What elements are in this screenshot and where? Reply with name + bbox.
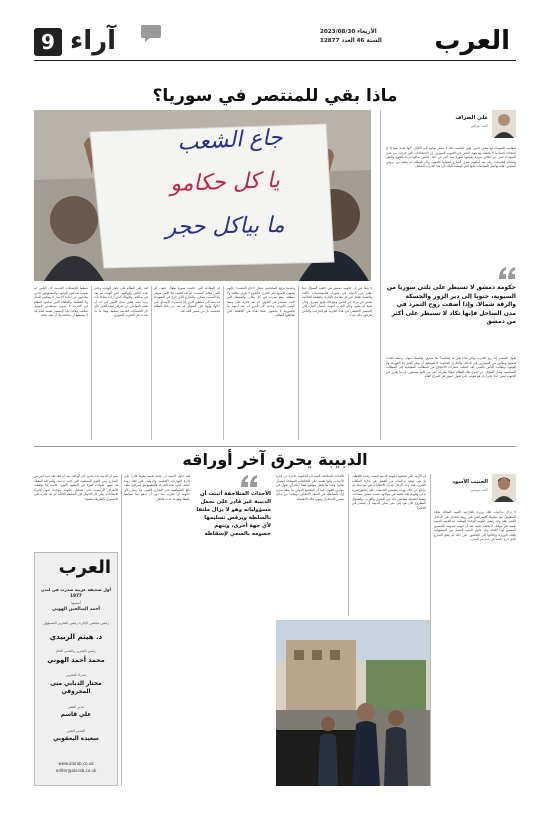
article2-col-b: إن الأزمة التي تعيشها حكومة الدبيبة ليست وليدة اللحظة، بل هي نتيجة تراكمات من الفشل في إدارة الملفات الكبرى. فقد وعد الرجل بإجراء الانتخابات في موعدها، ثم تراجع عن ذلك. ووعد بتحسين الخدمات، فلم يتحقق شيء يذكر. واليوم يجد نفسه في مواجهة غضب شعبي متصاعد، وسط انقسام سياسي حاد بين الشرق والغرب. والسؤال المطروح الآن هو: إلى متى يمكن للدبيبة أن يستمر في الحكم؟ bbox=[352, 474, 426, 510]
article1-col-d: وعندما يرفع المحتجون شعار «جاع الشعب» فإنهم يضعون الإصبع على الجرح. فالجوع لا يعرف طائفة ولا منطقة، وهو يضرب في كل مكان. والسلطة التي كانت تستثمر في الخوف لم تعد قادرة على ضبط الناس بالتهديد وحده، لأن الذين لم يعد لديهم ما يخسرونه لا يخشون شيئا. هذه هي الحقيقة التي يتجاهلها النظام. bbox=[227, 286, 295, 317]
issue-date: الأربعاء 2023/08/30 bbox=[320, 29, 377, 35]
article2-author-role: كاتب تونسي bbox=[470, 488, 488, 492]
article2-author bbox=[426, 474, 516, 508]
staff-row-label: رئيس التحرير والمدير العام bbox=[55, 649, 97, 653]
article1-col-b: يقول المنتصر إنه ربح الحرب، ولكن ماذا بقي له ليحكمه؟ بلد ممزق، واقتصاد منهار، وعملة فقدت قيمتها، وملايين من المهجرين في الداخل والخارج. الحكومة لا تستطيع أن توفر الخبز ولا الكهرباء ولا الوقود، وتطالب الناس بالصبر. لقد انتقلت شعارات الاحتجاج من المطالب المعيشية إلى المطالب السياسية، وصار السؤال عن جدوى بقاء النظام سؤالا يطرحه حتى من كانوا يصمتون. إن ما يجري في الجنوب ليس حدثا عابرا، بل هو مؤشر على تحول عميق في المزاج العام. bbox=[386, 356, 516, 378]
quote-icon bbox=[498, 266, 516, 280]
staff-website[interactable]: www.alarab.co.uk bbox=[58, 761, 94, 766]
staff-box bbox=[34, 552, 118, 786]
article1-col-e: إن المعادلة التي حكمت سوريا طوال عقود، أي الأمن مقابل الصمت، لم تعد قائمة. فلا الأمن متوفر ولا الصمت ممكن. والشارع الذي خرج في السويداء قد يمتد إلى مناطق أخرى إذا استمرت الأوضاع على حالها. ولهذا فإن السؤال لم يعد عن بقاء النظام فحسب، بل عن مصير البلد كله. bbox=[154, 286, 220, 313]
staff-box-tagline: أول صحيفة عربية صدرت في لندن 1977 bbox=[41, 587, 111, 598]
officials-photo bbox=[276, 620, 430, 786]
rule bbox=[380, 110, 381, 440]
masthead-rule bbox=[34, 60, 516, 61]
rule bbox=[121, 474, 122, 786]
rule bbox=[151, 286, 152, 440]
masthead-logo: العرب bbox=[434, 26, 510, 56]
staff-row-value: علي قاسم bbox=[60, 712, 92, 718]
rule bbox=[223, 286, 224, 440]
article1-author bbox=[436, 110, 516, 144]
staff-row-label: رئيس مجلس الإدارة رئيس التحرير المسؤول bbox=[43, 621, 109, 625]
staff-row-value: سعيدة اليعقوبي bbox=[53, 736, 99, 742]
article2-author-avatar bbox=[492, 474, 516, 502]
article2-author-name: الحبيب الأسود bbox=[452, 479, 488, 485]
article2-pull-quote: الأحداث المتلاحقة أثبتت أن الدبيبة غير قادر على تحمل مسؤولياته وهو لا يزال ملتفا بالسلطة ويرفض تسليمها لأي جهة أخرى، ويتهم خصومه بالسعي لإسقاطه bbox=[196, 491, 271, 537]
staff-row-value: محمد أحمد الهوني bbox=[47, 656, 105, 664]
staff-email[interactable]: editor@alarab.co.uk bbox=[55, 768, 97, 773]
article1-col-g: تسقط الحسابات القديمة لأن الناس لم يعودوا يصدقون الوعود. والمسؤولون الذين يتحدثون عن إعادة الإعمار لا يملكون المال ولا الخطط. والحلفاء الذين ساندوا النظام في الحرب لا يبدون مستعدين لتمويل سلامه. وهكذا يجد المنتصر نفسه أمام بلد لا يستطيع أن يحكمه ولا أن يعيد بناءه. bbox=[34, 286, 88, 317]
article1-headline: ماذا بقي للمنتصر في سوريا؟ bbox=[152, 86, 398, 106]
article1-author-role: كاتب عراقي bbox=[470, 124, 488, 128]
rule bbox=[348, 474, 349, 616]
rule bbox=[430, 474, 431, 786]
section-title: آراء bbox=[70, 26, 117, 56]
staff-founder: أحمد الصالحين الهوني bbox=[52, 607, 100, 612]
staff-row-value: د. هيثم الزبيدي bbox=[49, 633, 103, 641]
page-number-badge bbox=[34, 28, 62, 56]
article-divider bbox=[34, 446, 516, 447]
article1-col-c: لا شك في أن حكومة دمشق هي خلفية السؤال عما تبقى من الدولة في سوريا. فالمؤسسات تآكلت والفساد تغلغل في كل مفاصل الإدارة، والطبقة الحاكمة تعيش في عزلة عن الناس. ومع ذلك فإنها تتصرف وكأن شيئا لم يتغير، وكأن الحرب انتهت بانتصار كامل. لكن المنتصر الحقيقي في هذه الحرب هو الخراب، والناس يعرفون ذلك جيدا. bbox=[302, 286, 372, 317]
staff-box-logo: العرب bbox=[58, 557, 111, 578]
page-number: 9 bbox=[41, 30, 55, 54]
rule bbox=[91, 286, 92, 440]
article2-col-e: يبدو أن الدبيبة بات يحرق آخر أوراقه، بعد أن فقد ثقة جزء كبير من الشارع، ومن القوى السياسية التي كانت تدعمه. والمرحلة المقبلة قد تشهد تحولات كبيرة في المشهد الليبي، خاصة إذا توافقت الأطراف الرئيسية على تشكيل حكومة موحدة تمهد لإجراء الانتخابات. وفي كل الأحوال فإن السلطة الحالية لم تعد قادرة على الاستمرار بالطريقة نفسها. bbox=[34, 474, 118, 501]
article1-col-a: انتفاضة السويداء لها معنى خاص، فهي انتفاضة تكاد لا تشعر بوجود إلى الآفاق، لأنها تقدم نموذجا أو احتجاجا اجتماعيا لا يختلف مع هوية الناس في الجنوب السوري. إن الاحتجاجات التي خرجت من مدن السويداء تعبر عن حقائق مريرة تعيشها سوريا منذ أكثر من عقد. الناس ضاقوا ذرعا بالجوع والفقر وانعدام الخدمات، ولم يعد أمامهم سوى الشارع ليقولوا كلمتهم. ولأن النظام لم يتعلم من دروس الماضي، فإنه يواصل السياسات ذاتها التي أوصلت البلاد إلى هذا الخراب الشامل. bbox=[386, 146, 516, 168]
quote-icon bbox=[240, 474, 258, 488]
article2-col-d: لقد حاول الدبيبة أن يقدم نفسه طرفا قادرا على إدارة التوازنات الإقليمية والدولية، لكن لقاء روما كشف حدود هذه القدرة. فالتطبيع مع إسرائيل ملف بالغ الحساسية في الشارع الليبي، ولا يمكن لأي حكومة أن تقترب منه دون أن تدفع ثمنا سياسيا باهظا. وهو ما حدث بالفعل. bbox=[124, 474, 190, 501]
masthead bbox=[0, 0, 550, 70]
sign-line-1: جاع الشعب bbox=[176, 125, 284, 156]
staff-row-label: المدير الفني bbox=[66, 729, 86, 733]
article1-author-name: علي الصراف bbox=[455, 115, 488, 121]
sign-line-3: ما بياكل حجر bbox=[165, 212, 285, 241]
sign-line-2: يا كل حكامو bbox=[169, 168, 281, 197]
article1-author-avatar bbox=[492, 110, 516, 138]
article2-headline: الدبيبة يحرق آخر أوراقه bbox=[182, 450, 368, 469]
article1-col-f: لقد راهن النظام على عامل الوقت، وعلى تعب الناس وإنهاكهم. لكن الوقت لم يعد في صالحه. والإنهاك الذي أراده سلاحا بات يرتد عليه. فحين تصل الأمور إلى حد أن يعجز المواطن عن شراء رغيف الخبز، فإن كل الحسابات القديمة تسقط. وهذا ما بدأ يحدث في الجنوب السوري. bbox=[94, 286, 148, 317]
staff-row-label: مدير النشر bbox=[67, 705, 85, 709]
staff-row-label: مدراء التحرير bbox=[66, 673, 86, 677]
article2-col-c: الأحداث المتلاحقة أثبتت أن الحكومة عاجزة عن إدارة الأزمات، وأنها تعتمد على التحالفات المسلحة لضمان بقائها. وهذا ما يجعل موقفها هشا أمام أي تحول في موازين القوى. كما أن المجتمع الدولي بدأ يفقد صبره إزاء المماطلة في الملف الانتخابي، ويبحث عن بدائل تضمن الاستقرار وتنهي حالة الانقسام. bbox=[276, 474, 344, 501]
speech-bubble-icon bbox=[140, 24, 162, 44]
article2-col-a: لا تزال تداعيات لقاء وزيرة الخارجية الليبية المقالة نجلاء المنقوش مع نظيرها الإسرائيلي في روما تتفاعل في الداخل الليبي. فقد وجد رئيس حكومة الوحدة الوطنية عبدالحميد الدبيبة نفسه في موقف لا يحسد عليه، بعد أن اتهمه خصومه بالتنسيق المسبق لهذا اللقاء. وقد حاول الدبيبة التنصل من المسؤولية بإقالة الوزيرة وإحالتها إلى التحقيق، لكن ذلك لم يقنع الشارع الذي خرج غاضبا في عدد من المدن. bbox=[434, 510, 516, 541]
issue-number: السنة 46 العدد 12877 bbox=[320, 38, 382, 44]
article1-pull-quote: حكومة دمشق لا تسيطر على ثلثي سوريا من السيوية، جنوبا إلى دير الزور والحسكة والرقة شمالا. وإذا أضفت روح التمرد في مدن الساحل فإنها تكاد لا تسيطر على أكثر من دمشق bbox=[386, 284, 516, 326]
rule bbox=[298, 286, 299, 440]
staff-row-value: مختار الدبابي منى المحروقي bbox=[50, 681, 102, 695]
staff-founder-label: أسسها bbox=[71, 601, 81, 605]
